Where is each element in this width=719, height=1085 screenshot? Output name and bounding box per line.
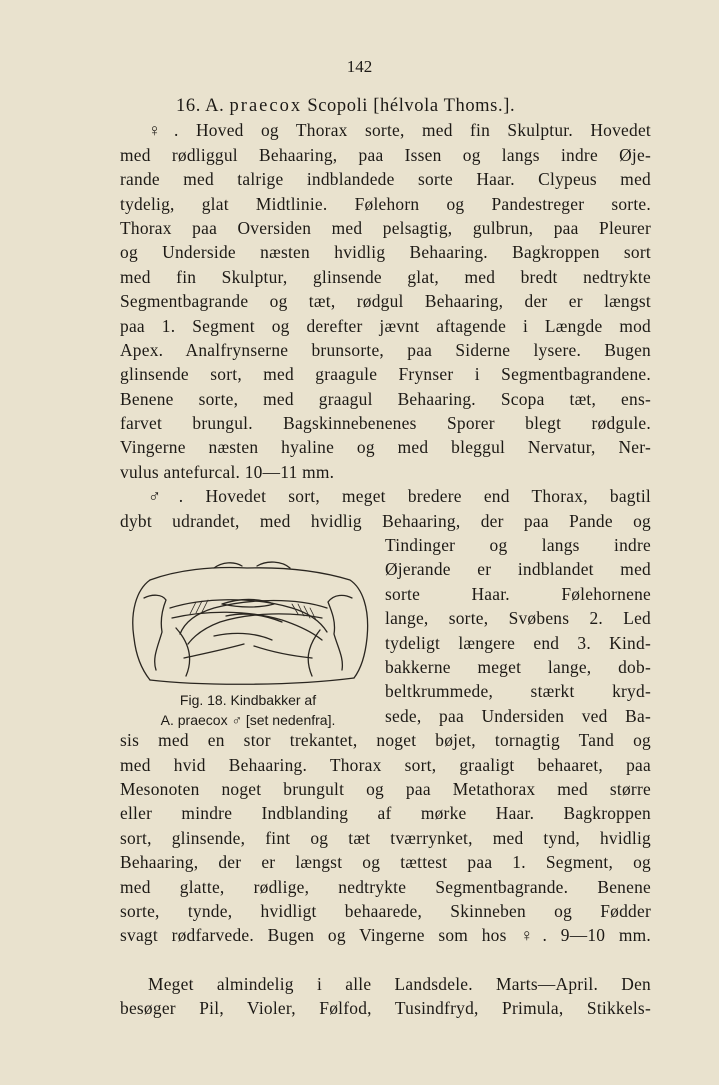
female-line: og Underside næsten hvidlig Behaaring. Bagkroppen sort — [120, 242, 651, 263]
male-line: Behaaring, der er længst og tættest paa 1. Segment, og — [120, 852, 651, 873]
male-wrap-line: sorte Haar. Følehornene — [385, 583, 651, 604]
male-wrap-line: Tindinger og langs indre — [385, 535, 651, 556]
male-wrap-line: tydeligt længere end 3. Kind- — [385, 632, 651, 653]
male-line: sort, glinsende, fint og tæt tværrynket, med tynd, hvidlig — [120, 827, 651, 848]
male-wrap-line: lange, sorte, Svøbens 2. Led — [385, 608, 651, 629]
male-line: eller mindre Indblanding af mørke Haar. Bagkroppen — [120, 803, 651, 824]
female-line: Vingerne næsten hyaline og med bleggul Nervatur, Ner- — [120, 437, 651, 458]
male-line: Mesonoten noget brungult og paa Metathorax med større — [120, 778, 651, 799]
female-line: med fin Skulptur, glinsende glat, med bredt nedtrykte — [120, 266, 651, 287]
figure-mandibles — [122, 558, 374, 728]
male-line: med hvid Behaaring. Thorax sort, graaligt behaaret, paa — [120, 754, 651, 775]
male-wrap-line: bakkerne meget lange, dob- — [385, 656, 651, 677]
heading-species: praecox — [229, 96, 303, 116]
species-heading — [120, 94, 651, 118]
male-line: ♂. Hovedet sort, meget bredere end Thorax, bagtil — [148, 486, 651, 507]
figure-caption: A. praecox ♂ [set nedenfra]. — [160, 712, 336, 728]
heading-prefix: 16. A. — [176, 96, 230, 116]
male-line: sorte, tynde, hvidligt behaarede, Skinneben og Fødder — [120, 900, 651, 921]
female-line: rande med talrige indblandede sorte Haar. Clypeus med — [120, 169, 651, 190]
male-line: med glatte, rødlige, nedtrykte Segmentbagrande. Benene — [120, 876, 651, 897]
female-line: vulus antefurcal. 10—11 mm. — [120, 461, 335, 482]
female-line: farvet brungul. Bagskinnebenenes Sporer blegt rødgule. — [120, 413, 651, 434]
male-line: sis med en stor trekantet, noget bøjet, tornagtig Tand og — [120, 730, 651, 751]
distribution-line: besøger Pil, Violer, Følfod, Tusindfryd, Primula, Stikkels- — [120, 998, 651, 1019]
heading-suffix: Scopoli [hélvola Thoms.]. — [302, 96, 516, 116]
male-wrap-line: sede, paa Undersiden ved Ba- — [385, 705, 651, 726]
female-line: med rødliggul Behaaring, paa Issen og langs indre Øje- — [120, 144, 651, 165]
female-line: tydelig, glat Midtlinie. Følehorn og Pandestreger sorte. — [120, 193, 651, 214]
female-line: paa 1. Segment og derefter jævnt aftagende i Længde mod — [120, 315, 651, 336]
female-line: Thorax paa Oversiden med pelsagtig, gulbrun, paa Pleurer — [120, 217, 651, 238]
page-number: 142 — [346, 57, 373, 76]
male-line: svagt rødfarvede. Bugen og Vingerne som hos ♀. 9—10 mm. — [120, 925, 651, 946]
mandibles-drawing — [122, 558, 374, 690]
figure-caption: Fig. 18. Kindbakker af — [179, 692, 317, 708]
female-line: glinsende sort, med graagule Frynser i Segmentbagrandene. — [120, 364, 651, 385]
female-line: Benene sorte, med graagul Behaaring. Scopa tæt, ens- — [120, 388, 651, 409]
distribution-line: Meget almindelig i alle Landsdele. Marts—April. Den — [148, 974, 651, 994]
female-line: Apex. Analfrynserne brunsorte, paa Siderne lysere. Bugen — [120, 339, 651, 360]
male-wrap-line: beltkrummede, stærkt kryd- — [385, 681, 651, 702]
female-line: Segmentbagrande og tæt, rødgul Behaaring, der er længst — [120, 291, 651, 312]
male-wrap-line: Øjerande er indblandet med — [385, 559, 651, 580]
species-entry — [120, 94, 651, 948]
distribution-paragraph — [120, 972, 651, 1021]
female-line: ♀. Hoved og Thorax sorte, med fin Skulptur. Hovedet — [148, 120, 651, 141]
male-line: dybt udrandet, med hvidlig Behaaring, der paa Pande og — [120, 510, 651, 531]
